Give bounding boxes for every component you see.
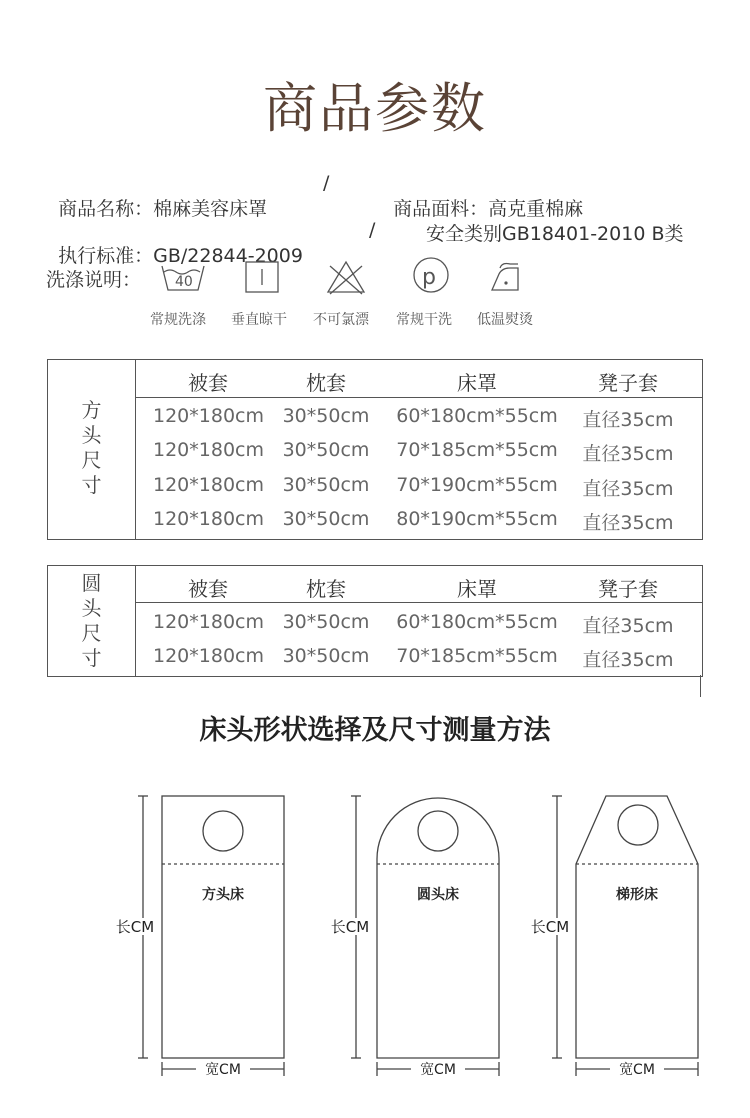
side-char: 方 (81, 398, 102, 422)
table-cell: 120*180cm (153, 405, 264, 427)
standard-label: 执行标准： (58, 245, 154, 267)
side-char: 尺 (81, 621, 102, 645)
side-char: 寸 (81, 473, 102, 497)
dry-clean-letter: p (422, 265, 436, 290)
product-name-label: 商品名称： (58, 198, 154, 220)
table-cell: 30*50cm (282, 439, 370, 461)
table-cell: 直径35cm (582, 443, 674, 465)
table-cell: 30*50cm (282, 474, 370, 496)
side-char: 头 (81, 423, 102, 447)
square-head-bed-icon (138, 796, 284, 1076)
trapezoid-head-bed-icon (552, 796, 698, 1076)
product-name-value: 棉麻美容床罩 (153, 198, 268, 220)
round-head-size-table (47, 565, 703, 677)
width-label: 宽CM (619, 1062, 655, 1078)
side-label-square (48, 398, 135, 498)
section-title: 床头形状选择及尺寸测量方法 (199, 715, 551, 746)
header-bedcover: 床罩 (457, 577, 497, 601)
table-cell: 30*50cm (282, 645, 370, 667)
fabric-value: 高克重棉麻 (488, 198, 584, 220)
bed-name-round: 圆头床 (417, 887, 459, 903)
header-stool-cover: 凳子套 (598, 577, 658, 601)
bed-diagrams (0, 780, 750, 1080)
table-cell: 120*180cm (153, 645, 264, 667)
bed-name-square: 方头床 (202, 887, 244, 903)
side-char: 尺 (81, 448, 102, 472)
wash-label: 洗涤说明： (46, 269, 142, 291)
table-cell: 70*185cm*55cm (396, 645, 558, 667)
table-cell: 直径35cm (582, 512, 674, 534)
care-label-dry: 垂直晾干 (231, 312, 287, 328)
table-cell: 120*180cm (153, 439, 264, 461)
dry-clean-p-icon (414, 258, 448, 292)
length-label: 长CM (330, 918, 370, 936)
care-label-bleach: 不可氯漂 (313, 312, 369, 328)
separator: / (323, 172, 330, 194)
square-head-size-table (47, 359, 703, 540)
line-dry-icon (246, 262, 278, 292)
length-label: 长CM (115, 918, 155, 936)
table-cell: 30*50cm (282, 611, 370, 633)
washtub-temp-text: 40 (175, 274, 193, 290)
header-pillowcase: 枕套 (306, 577, 346, 601)
side-label-round (48, 571, 135, 671)
standard-value: GB/22844-2009 (153, 245, 303, 267)
iron-low-icon (492, 264, 518, 291)
round-head-bed-icon (351, 796, 499, 1076)
table-cell: 直径35cm (582, 649, 674, 671)
fabric-row (381, 172, 583, 221)
table-cell: 60*180cm*55cm (396, 405, 558, 427)
width-label: 宽CM (420, 1062, 456, 1078)
table-cell: 30*50cm (282, 405, 370, 427)
table-cell: 120*180cm (153, 611, 264, 633)
table-cell: 80*190cm*55cm (396, 508, 558, 530)
page-title: 商品参数 (263, 77, 487, 140)
side-char: 圆 (81, 571, 102, 595)
table-cell: 70*190cm*55cm (396, 474, 558, 496)
header-duvet: 被套 (188, 577, 228, 601)
table-cell: 直径35cm (582, 615, 674, 637)
bed-name-trapezoid: 梯形床 (616, 887, 658, 903)
length-label: 长CM (530, 918, 570, 936)
table-cell: 60*180cm*55cm (396, 611, 558, 633)
table-header-divider (135, 397, 702, 398)
care-icons (150, 254, 750, 298)
table-divider (135, 566, 136, 676)
washtub-40-icon (162, 266, 204, 290)
side-char: 头 (81, 596, 102, 620)
care-label-wash: 常规洗涤 (150, 312, 206, 328)
table-cell: 120*180cm (153, 508, 264, 530)
decorative-line (700, 675, 701, 697)
no-bleach-icon (328, 262, 364, 294)
side-char: 寸 (81, 646, 102, 670)
table-cell: 120*180cm (153, 474, 264, 496)
table-cell: 直径35cm (582, 478, 674, 500)
care-label-dryclean: 常规干洗 (396, 312, 452, 328)
table-divider (135, 360, 136, 539)
width-label: 宽CM (205, 1062, 241, 1078)
separator: / (369, 219, 376, 241)
header-duvet: 被套 (188, 371, 228, 395)
table-cell: 70*185cm*55cm (396, 439, 558, 461)
header-pillowcase: 枕套 (306, 371, 346, 395)
header-stool-cover: 凳子套 (598, 371, 658, 395)
table-cell: 30*50cm (282, 508, 370, 530)
table-header-divider (135, 602, 702, 603)
product-name-row (46, 172, 267, 221)
care-label-iron: 低温熨烫 (477, 312, 533, 328)
fabric-label: 商品面料： (393, 198, 489, 220)
header-bedcover: 床罩 (457, 371, 497, 395)
safety-category: 安全类别GB18401-2010 B类 (426, 223, 684, 245)
table-cell: 直径35cm (582, 409, 674, 431)
